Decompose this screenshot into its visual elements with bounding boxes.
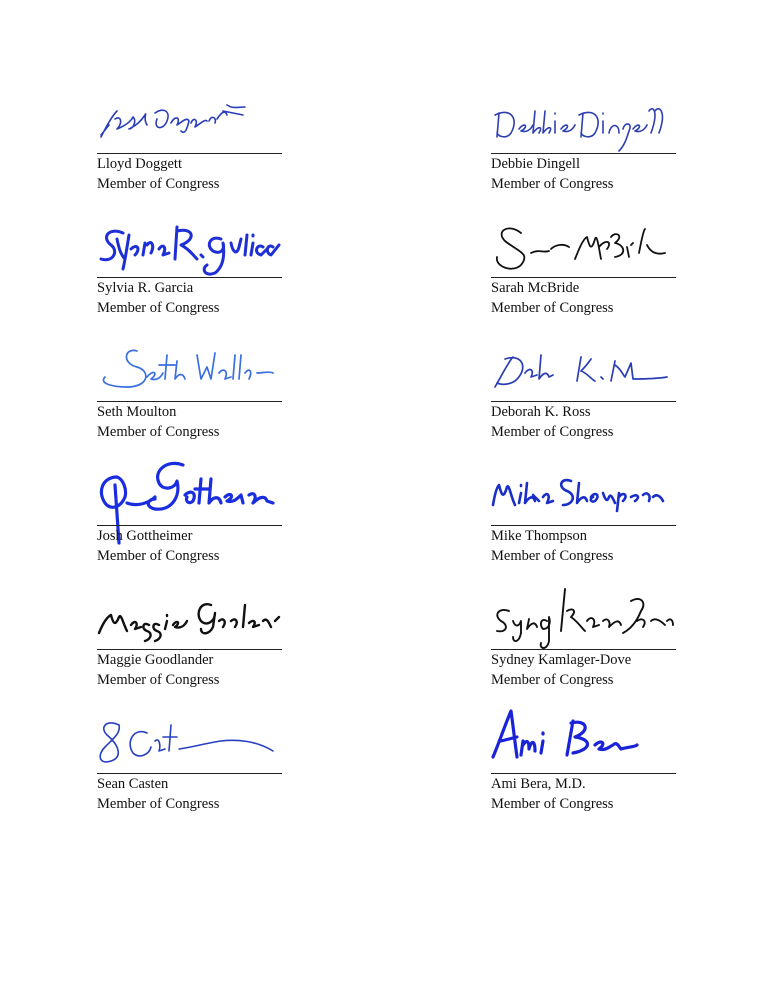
- signatory-name: Seth Moulton: [97, 404, 177, 420]
- handwritten-signature-gottheimer: [97, 457, 282, 525]
- signatory-title: Member of Congress: [491, 548, 614, 564]
- handwritten-signature-doggett: [97, 85, 282, 153]
- signatory-name: Sydney Kamlager-Dove: [491, 652, 632, 668]
- signatory-title: Member of Congress: [491, 672, 614, 688]
- signatory-name: Sarah McBride: [491, 280, 580, 296]
- signature-stroke: [99, 604, 279, 641]
- signature-stroke: [101, 105, 245, 137]
- signatory-title: Member of Congress: [97, 424, 220, 440]
- signatory-name: Deborah K. Ross: [491, 404, 591, 420]
- signature-stroke: [495, 109, 662, 151]
- signatory-title: Member of Congress: [97, 672, 220, 688]
- handwritten-signature-dingell: [491, 85, 676, 153]
- signatory-name: Ami Bera, M.D.: [491, 776, 586, 792]
- handwritten-signature-garcia: [97, 209, 282, 277]
- signatory-name: Sylvia R. Garcia: [97, 280, 194, 296]
- handwritten-signature-casten: [97, 705, 282, 773]
- signatory-title: Member of Congress: [491, 796, 614, 812]
- signature-stroke: [101, 227, 279, 274]
- signatory-name: Lloyd Doggett: [97, 156, 182, 172]
- handwritten-signature-goodlander: [97, 581, 282, 649]
- signature-stroke: [493, 480, 663, 511]
- signatory-title: Member of Congress: [97, 176, 220, 192]
- signature-stroke: [495, 355, 667, 387]
- signatory-name: Sean Casten: [97, 776, 169, 792]
- signature-stroke: [100, 723, 273, 762]
- signatory-title: Member of Congress: [491, 424, 614, 440]
- signatory-title: Member of Congress: [97, 548, 220, 564]
- signatory-title: Member of Congress: [491, 300, 614, 316]
- signatory-name: Maggie Goodlander: [97, 652, 214, 668]
- handwritten-signature-thompson: [491, 457, 676, 525]
- signature-stroke: [103, 350, 273, 387]
- handwritten-signature-bera: [491, 705, 676, 773]
- signatory-name: Debbie Dingell: [491, 156, 580, 172]
- signature-stroke: [497, 589, 673, 648]
- handwritten-signature-moulton: [97, 333, 282, 401]
- handwritten-signature-ross: [491, 333, 676, 401]
- handwritten-signature-mcbride: [491, 209, 676, 277]
- signatory-name: Mike Thompson: [491, 528, 587, 544]
- handwritten-signature-kamlager-dove: [491, 581, 676, 649]
- signature-stroke: [493, 711, 637, 757]
- signatory-name: Josh Gottheimer: [97, 528, 193, 544]
- signatory-title: Member of Congress: [491, 176, 614, 192]
- signature-stroke: [497, 228, 665, 268]
- signatory-title: Member of Congress: [97, 796, 220, 812]
- signatory-title: Member of Congress: [97, 300, 220, 316]
